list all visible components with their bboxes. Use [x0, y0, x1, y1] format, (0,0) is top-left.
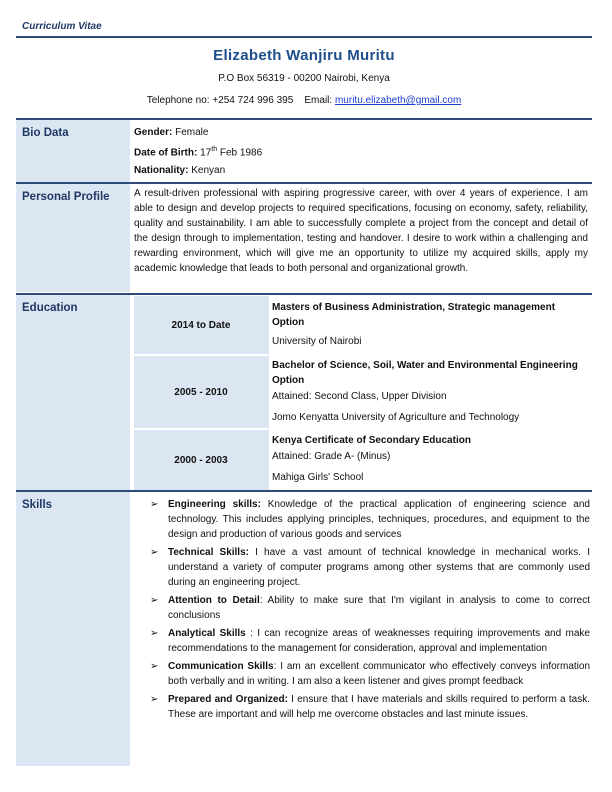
section-title-education: Education	[22, 302, 78, 314]
profile-paragraph: A result-driven professional with aspiring progressive career, with over 4 years of experience. I am able to design and develop projects to required specifications, focusing on economy, safety, reliability, quality and sustainability. I am able to successfully complete a project from the concept and detail of the design through to implementation, testing and handover. I desire to work within a challenging and rewarding environment, which will give me an opportunity to utilize my acquired skills, apply my academic knowledge that leads to both personal and organizational growth.	[134, 188, 588, 274]
education-degree: Masters of Business Administration, Strategic management Option	[272, 302, 556, 328]
education-date: 2005 - 2010	[174, 386, 228, 398]
skill-description: I have a vast amount of technical knowledge in mechanical works. I understand a variety of computer programs among other systems that are commonly used during an engineering project.	[168, 547, 590, 588]
nationality-row	[134, 165, 225, 176]
dob-label: Date of Birth:	[134, 147, 198, 159]
profile-sidebar	[16, 184, 130, 292]
nationality-value: Kenyan	[191, 165, 226, 176]
education-degree: Bachelor of Science, Soil, Water and Environmental Engineering Option	[272, 360, 578, 386]
list-item	[150, 497, 590, 542]
contact-line	[16, 95, 592, 106]
skills-sidebar	[16, 492, 130, 766]
skill-description: : Ability to make sure that I'm vigilant in analysis to come to correct conclusions	[168, 595, 590, 621]
dob-day: 17	[200, 147, 212, 159]
skill-title: Communication Skills	[168, 661, 274, 672]
skills-list	[150, 497, 590, 725]
section-title-bio: Bio Data	[22, 127, 69, 139]
list-item	[150, 545, 590, 590]
arrow-bullet-icon: ➢	[150, 547, 159, 558]
arrow-bullet-icon: ➢	[150, 661, 159, 672]
education-date: 2000 - 2003	[174, 454, 228, 466]
gender-label: Gender:	[134, 127, 173, 138]
skill-title: Analytical Skills	[168, 628, 246, 639]
education-sidebar	[16, 295, 130, 490]
document-header: Curriculum Vitae	[22, 21, 102, 32]
education-institution: University of Nairobi	[272, 336, 362, 347]
education-degree: Kenya Certificate of Secondary Education	[272, 435, 471, 446]
education-column-divider	[268, 296, 269, 490]
education-date: 2014 to Date	[171, 319, 231, 331]
education-institution: Jomo Kenyatta University of Agriculture and Technology	[272, 412, 520, 423]
arrow-bullet-icon: ➢	[150, 628, 159, 639]
email-link[interactable]: muritu.elizabeth@gmail.com	[334, 95, 462, 106]
list-item	[150, 692, 590, 722]
skill-description: : I am an excellent communicator who effectively conveys information both verbally and in writing. I am also a keen listener and gives prompt feedback	[168, 661, 590, 687]
dob-month-year: Feb 1986	[219, 147, 263, 159]
dob-row	[134, 146, 262, 158]
education-date-cell	[134, 430, 268, 490]
education-date-cell	[134, 356, 268, 428]
arrow-bullet-icon: ➢	[150, 595, 159, 606]
skill-description: : I can recognize areas of weaknesses requiring improvements and make recommendations to the management for consideration, approval and implementation	[168, 628, 590, 654]
telephone-number: +254 724 996 395	[212, 95, 294, 106]
telephone-label: Telephone no:	[146, 95, 210, 106]
nationality-label: Nationality:	[134, 165, 189, 176]
arrow-bullet-icon: ➢	[150, 499, 159, 510]
list-item	[150, 659, 590, 689]
skill-title: Technical Skills:	[168, 547, 249, 558]
list-item	[150, 593, 590, 623]
education-date-cell	[134, 296, 268, 354]
education-institution: Mahiga Girls' School	[272, 472, 364, 483]
skill-description: Knowledge of the practical application of engineering science and technology. This includes applying principles, techniques, procedures, and equipment to the design and production of various goods and services	[168, 499, 590, 540]
postal-address: P.O Box 56319 - 00200 Nairobi, Kenya	[218, 73, 390, 84]
section-title-skills: Skills	[22, 499, 53, 511]
skill-title: Engineering skills:	[168, 499, 261, 510]
skill-title: Attention to Detail	[168, 595, 260, 606]
education-attainment: Attained: Grade A- (Minus)	[272, 451, 391, 462]
gender-value: Female	[175, 127, 209, 138]
section-title-profile: Personal Profile	[22, 191, 110, 203]
skill-title: Prepared and Organized:	[168, 694, 288, 705]
header-divider	[16, 36, 592, 38]
arrow-bullet-icon: ➢	[150, 694, 159, 705]
gender-row	[134, 127, 208, 138]
candidate-name: Elizabeth Wanjiru Muritu	[213, 47, 395, 64]
education-attainment: Attained: Second Class, Upper Division	[272, 391, 447, 402]
skill-description: I ensure that I have materials and skills required to perform a task. These are important and will help me overcome obstacles and last minute issues.	[168, 694, 590, 720]
list-item	[150, 626, 590, 656]
bio-sidebar	[16, 120, 130, 182]
dob-suffix: th	[211, 146, 218, 153]
email-label: Email:	[304, 95, 333, 106]
